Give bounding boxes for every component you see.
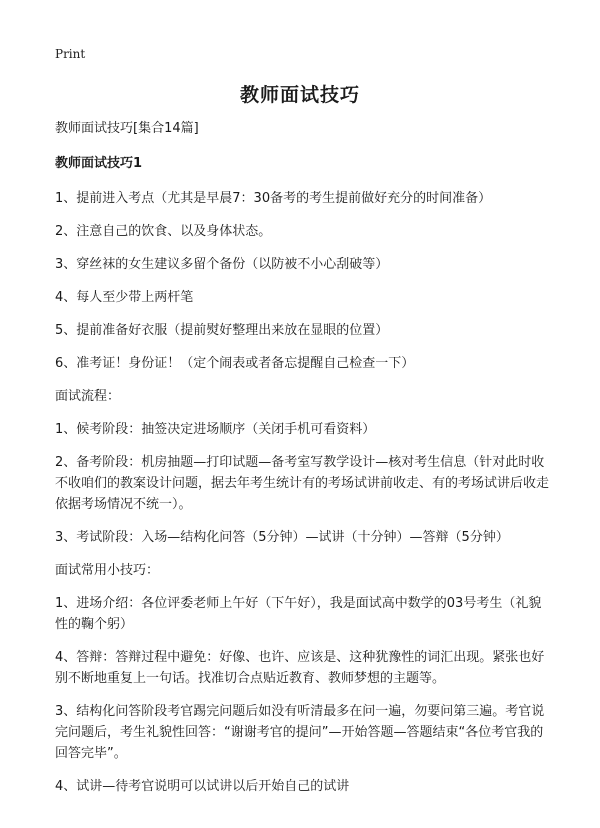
tip-item: 1、提前进入考点（尤其是早晨7：30备考的考生提前做好充分的时间准备） xyxy=(55,191,492,206)
section-heading: 教师面试技巧1 xyxy=(55,156,143,171)
process-heading: 面试流程： xyxy=(55,389,121,404)
tip-item: 3、穿丝袜的女生建议多留个备份（以防被不小心刮破等） xyxy=(55,257,389,272)
page-title: 教师面试技巧 xyxy=(239,84,360,106)
tip-item: 6、准考证！身份证！（定个闹表或者备忘提醒自己检查一下） xyxy=(55,356,415,371)
print-link[interactable]: Print xyxy=(55,47,86,61)
process-item: 1、候考阶段：抽签决定进场顺序（关闭手机可看资料） xyxy=(55,422,376,437)
skill-item: 4、试讲—待考官说明可以试讲以后开始自己的试讲 xyxy=(55,779,350,794)
skill-item: 4、答辩：答辩过程中避免：好像、也许、应该是、这种犹豫性的词汇出现。紧张也好别不断地重复上一句话。找准切合点贴近教育、教师梦想的主题等。 xyxy=(55,650,545,686)
process-item: 2、备考阶段：机房抽题—打印试题—备考室写教学设计—核对考生信息（针对此时收不收咱们的教案设计问题，据去年考生统计有的考场试讲前收走、有的考场试讲后收走依据考场情况不统一）。 xyxy=(55,455,550,512)
tip-item: 2、注意自己的饮食、以及身体状态。 xyxy=(55,224,272,239)
document-subtitle: 教师面试技巧[集合14篇] xyxy=(55,121,199,136)
document-body xyxy=(55,118,550,809)
process-item: 3、考试阶段：入场—结构化问答（5分钟）—试讲（十分钟）—答辩（5分钟） xyxy=(55,530,509,545)
tip-item: 5、提前准备好衣服（提前熨好整理出来放在显眼的位置） xyxy=(55,323,389,338)
skills-heading: 面试常用小技巧： xyxy=(55,563,160,578)
skill-item: 3、结构化问答阶段考官踢完问题后如没有听清最多在问一遍，勿要问第三遍。考官说完问题后，考生礼貌性回答：“谢谢考官的提问”—开始答题—答题结束“各位考官我的回答完毕”。 xyxy=(55,704,545,761)
skill-item: 1、进场介绍：各位评委老师上午好（下午好），我是面试高中数学的03号考生（礼貌性的鞠个躬） xyxy=(55,596,542,632)
tip-item: 4、每人至少带上两杆笔 xyxy=(55,290,194,305)
